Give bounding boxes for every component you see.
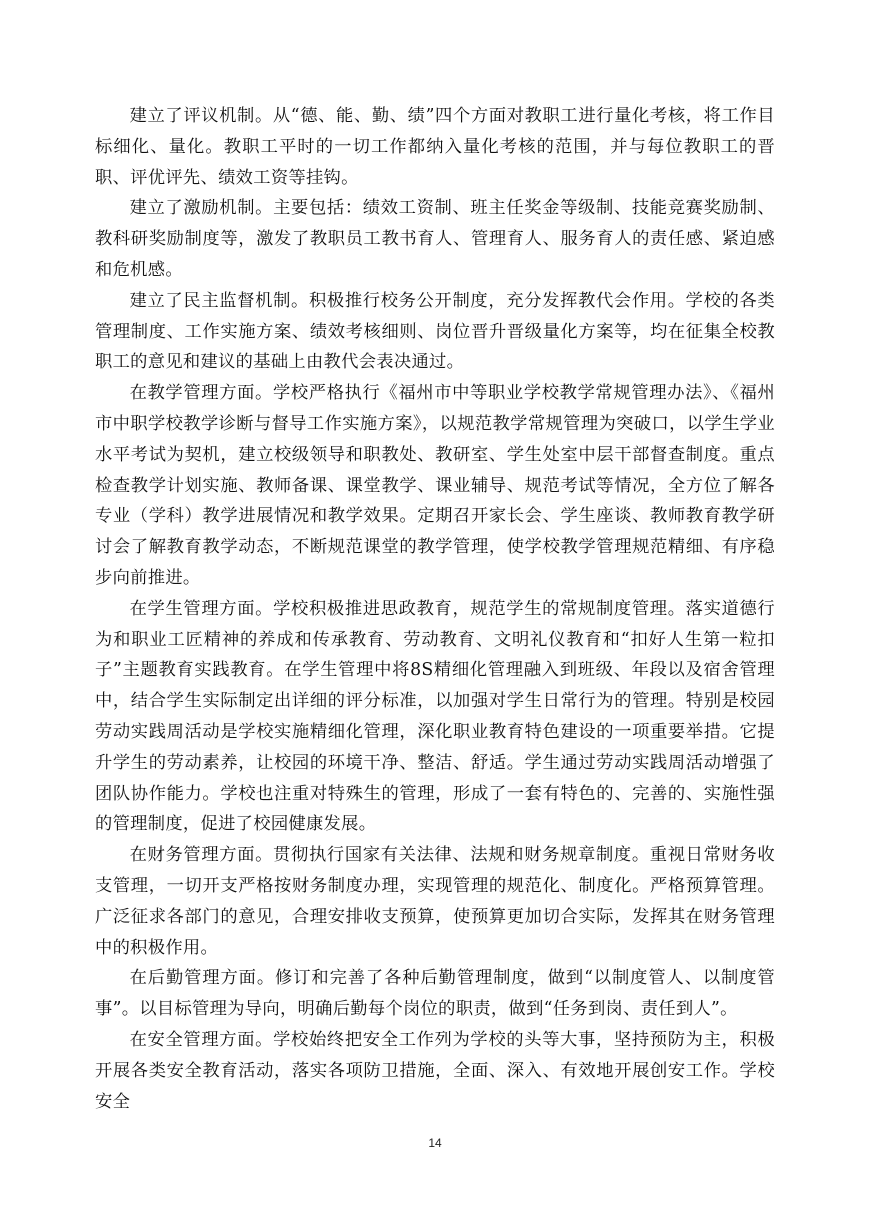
- paragraph-incentive-mechanism: 建立了激励机制。主要包括：绩效工资制、班主任奖金等级制、技能竞赛奖励制、教科研奖励制度等，激发了教职员工教书育人、管理育人、服务育人的责任感、紧迫感和危机感。: [95, 198, 775, 280]
- paragraph-democratic-supervision: 建立了民主监督机制。积极推行校务公开制度，充分发挥教代会作用。学校的各类管理制度、工作实施方案、绩效考核细则、岗位晋升晋级量化方案等，均在征集全校教职工的意见和建议的基础上由教代会表决通过。: [95, 290, 775, 373]
- body-text: [95, 101, 775, 1117]
- page-number: 14: [428, 1136, 442, 1150]
- paragraph-safety-management: 在安全管理方面。学校始终把安全工作列为学校的头等大事，坚持预防为主，积极开展各类安全教育活动，落实各项防卫措施，全面、深入、有效地开展创安工作。学校安全: [95, 1029, 775, 1112]
- paragraph-student-management: 在学生管理方面。学校积极推进思政教育，规范学生的常规制度管理。落实道德行为和职业工匠精神的养成和传承教育、劳动教育、文明礼仪教育和“扣好人生第一粒扣子”主题教育实践教育。在学生管理中将8S精细化管理融入到班级、年段以及宿舍管理中，结合学生实际制定出详细的评分标准，以加强对学生日常行为的管理。特别是校园劳动实践周活动是学校实施精细化管理，深化职业教育特色建设的一项重要举措。它提升学生的劳动素养，让校园的环境干净、整洁、舒适。学生通过劳动实践周活动增强了团队协作能力。学校也注重对特殊生的管理，形成了一套有特色的、完善的、实施性强的管理制度，促进了校园健康发展。: [95, 598, 775, 835]
- paragraph-evaluation-mechanism: 建立了评议机制。从“德、能、勤、绩”四个方面对教职工进行量化考核，将工作目标细化、量化。教职工平时的一切工作都纳入量化考核的范围，并与每位教职工的晋职、评优评先、绩效工资等挂钩。: [95, 106, 775, 188]
- paragraph-financial-management: 在财务管理方面。贯彻执行国家有关法律、法规和财务规章制度。重视日常财务收支管理，一切开支严格按财务制度办理，实现管理的规范化、制度化。严格预算管理。广泛征求各部门的意见，合理安排收支预算，使预算更加切合实际，发挥其在财务管理中的积极作用。: [95, 845, 775, 958]
- paragraph-teaching-management: 在教学管理方面。学校严格执行《福州市中等职业学校教学常规管理办法》、《福州市中职学校教学诊断与督导工作实施方案》，以规范教学常规管理为突破口，以学生学业水平考试为契机，建立校级领导和职教处、教研室、学生处室中层干部督查制度。重点检查教学计划实施、教师备课、课堂教学、课业辅导、规范考试等情况，全方位了解各专业（学科）教学进展情况和教学效果。定期召开家长会、学生座谈、教师教育教学研讨会了解教育教学动态，不断规范课堂的教学管理，使学校教学管理规范精细、有序稳步向前推进。: [95, 383, 775, 588]
- paragraph-logistics-management: 在后勤管理方面。修订和完善了各种后勤管理制度，做到“以制度管人、以制度管事”。以目标管理为导向，明确后勤每个岗位的职责，做到“任务到岗、责任到人”。: [95, 968, 775, 1020]
